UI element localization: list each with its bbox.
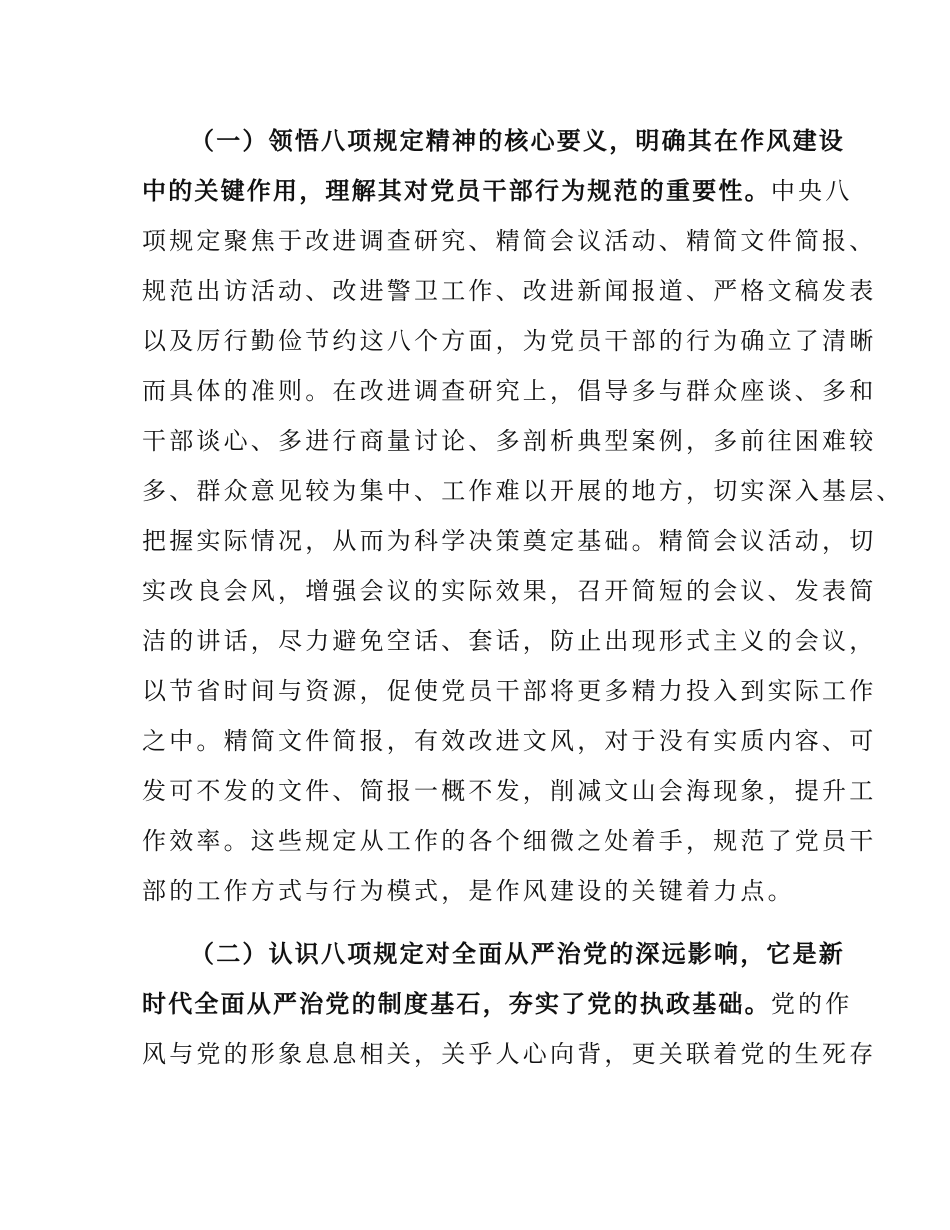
body-text: 项规定聚焦于改进调查研究、精简会议活动、精简文件简报、 bbox=[142, 227, 877, 255]
section1-line-7 bbox=[142, 425, 877, 457]
section2-line-3 bbox=[142, 1038, 877, 1070]
body-text: 党的作 bbox=[770, 990, 853, 1018]
section1-line-16 bbox=[142, 875, 832, 907]
section1-line-3 bbox=[142, 225, 877, 257]
section1-line-15 bbox=[142, 825, 877, 857]
section1-line-6 bbox=[142, 375, 877, 407]
section1-heading-line-1 bbox=[190, 125, 845, 157]
body-text: 发可不发的文件、简报一概不发，削减文山会海现象，提升工 bbox=[142, 777, 877, 805]
section2-heading-text: （二）认识八项规定对全面从严治党的深远影响，它是新 bbox=[190, 940, 845, 968]
section1-line-8 bbox=[142, 475, 904, 507]
body-text: 以及厉行勤俭节约这八个方面，为党员干部的行为确立了清晰 bbox=[142, 327, 877, 355]
body-text: 之中。精简文件简报，有效改进文风，对于没有实质内容、可 bbox=[142, 727, 877, 755]
body-text: 规范出访活动、改进警卫工作、改进新闻报道、严格文稿发表 bbox=[142, 277, 877, 305]
section1-line-12 bbox=[142, 675, 877, 707]
body-text: 洁的讲话，尽力避免空话、套话，防止出现形式主义的会议， bbox=[142, 627, 877, 655]
body-text: 把握实际情况，从而为科学决策奠定基础。精简会议活动，切 bbox=[142, 527, 877, 555]
section1-line-13 bbox=[142, 725, 877, 757]
section2-line-2 bbox=[142, 988, 853, 1020]
body-text: 中央八 bbox=[770, 177, 853, 205]
section1-line-14 bbox=[142, 775, 877, 807]
section1-line-9 bbox=[142, 525, 877, 557]
section2-heading-line-1 bbox=[190, 938, 845, 970]
section1-line-2 bbox=[142, 175, 853, 207]
body-text: 以节省时间与资源，促使党员干部将更多精力投入到实际工作 bbox=[142, 677, 877, 705]
section1-line-10 bbox=[142, 575, 877, 607]
body-text: 多、群众意见较为集中、工作难以开展的地方，切实深入基层、 bbox=[142, 477, 904, 505]
body-text: 干部谈心、多进行商量讨论、多剖析典型案例，多前往困难较 bbox=[142, 427, 877, 455]
body-text: 部的工作方式与行为模式，是作风建设的关键着力点。 bbox=[142, 877, 795, 905]
body-text: 作效率。这些规定从工作的各个细微之处着手，规范了党员干 bbox=[142, 827, 877, 855]
section1-line-11 bbox=[142, 625, 877, 657]
body-text: 而具体的准则。在改进调查研究上，倡导多与群众座谈、多和 bbox=[142, 377, 877, 405]
section1-line-4 bbox=[142, 275, 877, 307]
section2-heading-text: 时代全面从严治党的制度基石，夯实了党的执政基础。 bbox=[142, 990, 771, 1018]
section1-heading-text: （一）领悟八项规定精神的核心要义，明确其在作风建设 bbox=[190, 127, 845, 155]
body-text: 实改良会风，增强会议的实际效果，召开简短的会议、发表简 bbox=[142, 577, 877, 605]
section1-line-5 bbox=[142, 325, 877, 357]
body-text: 风与党的形象息息相关，关乎人心向背，更关联着党的生死存 bbox=[142, 1040, 877, 1068]
section1-heading-text: 中的关键作用，理解其对党员干部行为规范的重要性。 bbox=[142, 177, 771, 205]
